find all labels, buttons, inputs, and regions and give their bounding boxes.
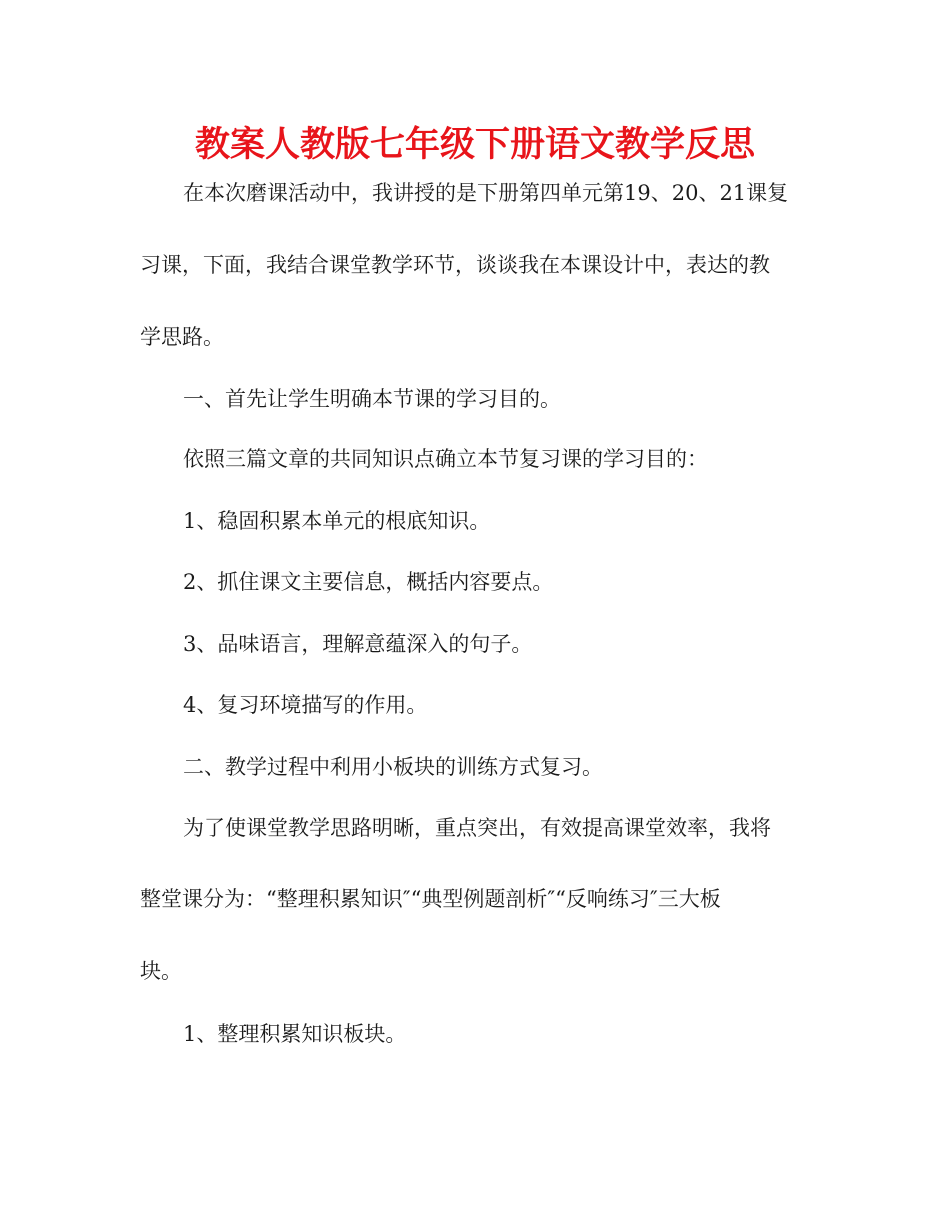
paragraph-line: 学思路。 bbox=[140, 325, 224, 349]
paragraph-line: 在本次磨课活动中，我讲授的是下册第四单元第19、20、21课复 bbox=[183, 181, 789, 205]
list-item: 4、复习环境描写的作用。 bbox=[183, 693, 428, 717]
section-heading: 二、教学过程中利用小板块的训练方式复习。 bbox=[183, 755, 603, 779]
paragraph-line: 依照三篇文章的共同知识点确立本节复习课的学习目的： bbox=[183, 447, 708, 471]
document-title: 教案人教版七年级下册语文教学反思 bbox=[194, 125, 755, 165]
paragraph-line: 整堂课分为：“整理积累知识″“典型例题剖析″“反响练习″三大板 bbox=[140, 887, 721, 911]
paragraph-line: 块。 bbox=[140, 959, 182, 983]
list-item: 3、品味语言，理解意蕴深入的句子。 bbox=[183, 632, 533, 656]
list-item: 1、整理积累知识板块。 bbox=[183, 1022, 407, 1046]
section-heading: 一、首先让学生明确本节课的学习目的。 bbox=[183, 387, 561, 411]
list-item: 2、抓住课文主要信息，概括内容要点。 bbox=[183, 570, 554, 594]
list-item: 1、稳固积累本单元的根底知识。 bbox=[183, 509, 491, 533]
paragraph-line: 为了使课堂教学思路明晰，重点突出，有效提高课堂效率，我将 bbox=[183, 816, 771, 840]
paragraph-line: 习课，下面，我结合课堂教学环节，谈谈我在本课设计中，表达的教 bbox=[140, 253, 770, 277]
